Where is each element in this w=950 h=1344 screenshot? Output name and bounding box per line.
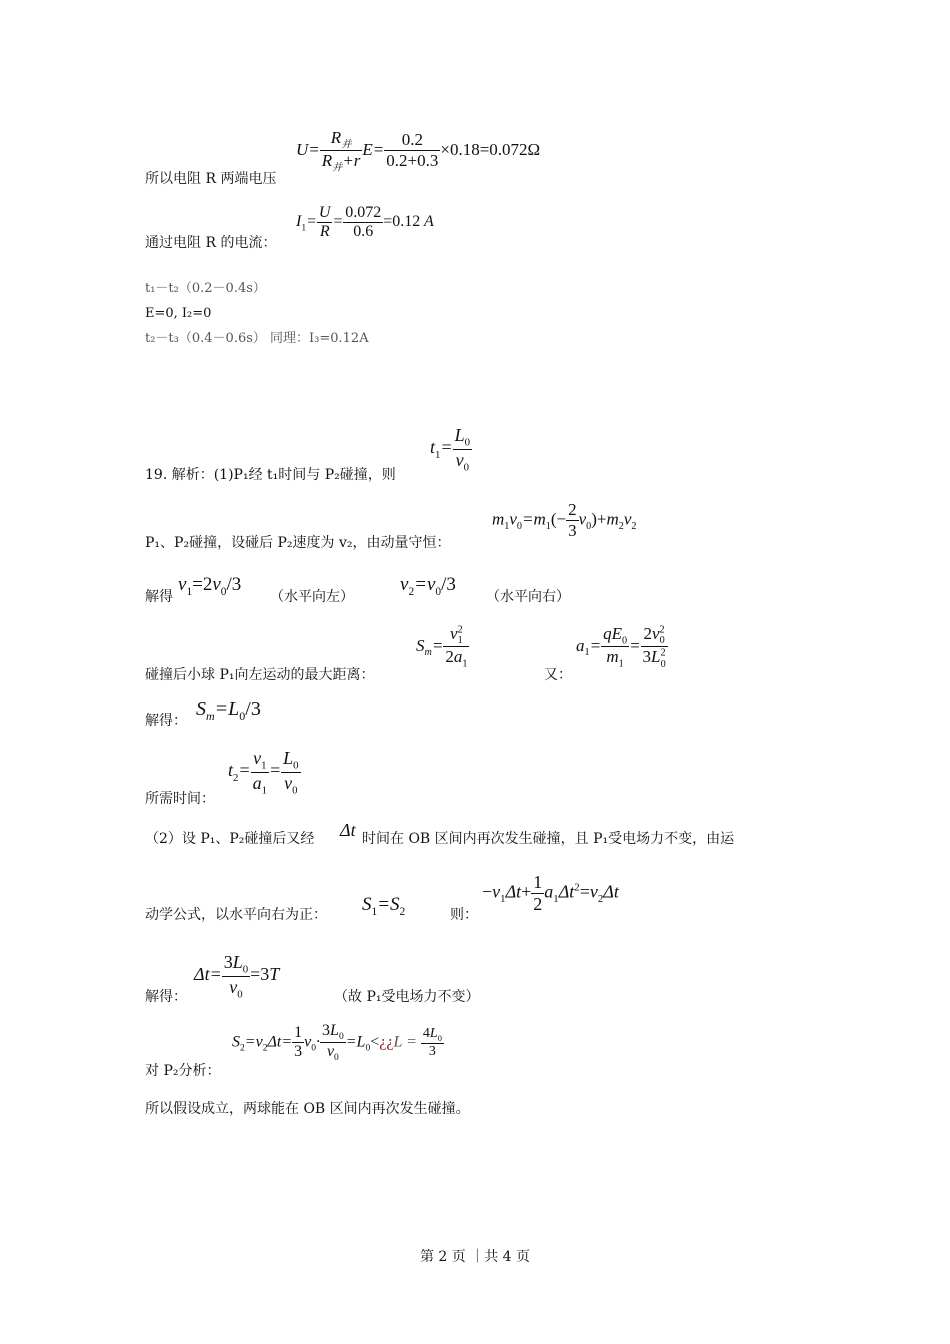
equation-s1-s2: $S_1=S_2$ (362, 894, 406, 918)
equation-t2: $t_2=$ $\frac{v_1}{a_1}$ = $\frac{L_0}{v_0}$ (228, 748, 299, 797)
equation-momentum: $m_1v_0=m_1(-$ $\frac{2}{3}$ $v_0)+m_2v_2$ (492, 500, 637, 540)
equation-s2: $S_2=v_2\Delta t=$ $\frac{1}{3}$ $v_0\cdot$ $\frac{3L_0}{v_0}$ $=L_0<¿¿L$ = $\frac{4L_0}{3}$ (232, 1022, 442, 1064)
equation-kinematics: $-v_1\Delta t+$ $\frac{1}{2}$ $a_1\Delta t^2=v_2\Delta t$ (482, 872, 619, 914)
text-line: t₁－t₂（0.2－0.4s） (145, 281, 266, 296)
text-line: 解得： (145, 713, 187, 729)
text-line: （故 P₁受电场力不变） (334, 989, 480, 1005)
text-line: 又： (544, 667, 572, 683)
equation-sm-result: $S_m=L_0/3$ (196, 698, 261, 723)
page-footer: 第 2 页 ｜共 4 页 (419, 1249, 531, 1265)
text-line: E=0, I₂=0 (145, 306, 212, 321)
text-line: P₁、P₂碰撞，设碰后 P₂速度为 v₂，由动量守恒： (145, 535, 451, 551)
text-line: 时间在 OB 区间内再次发生碰撞，且 P₁受电场力不变，由运 (362, 831, 735, 847)
text-line: 则： (450, 907, 478, 923)
text-line: （水平向左） (270, 589, 354, 605)
equation-v1: $v_1=2v_0/3$ (178, 574, 242, 598)
text-line: 动学公式，以水平向右为正： (145, 907, 327, 923)
equation-current: $I_1=$ $\frac{U}{R}$ = $\frac{0.072}{0.6}$ =0.12 A (296, 204, 434, 240)
text-line: 对 P₂分析： (145, 1063, 221, 1079)
text-line: 碰撞后小球 P₁向左运动的最大距离： (145, 667, 375, 683)
text-line: 解得 (145, 589, 173, 605)
equation-sm: $S_m=$ $\frac{v^2_1}{2a_1}$ (416, 624, 468, 670)
equation-t1: $t_1=$ $\frac{L_0}{v_0}$ (430, 425, 470, 474)
text-line: （水平向右） (486, 589, 570, 605)
text-line: 所需时间： (145, 791, 215, 807)
equation-voltage: U= $\frac{R_并}{R_并+r}$ E= $\frac{0.2}{0.2+0.3}$ ×0.18=0.072Ω (296, 128, 541, 174)
equation-v2: $v_2=v_0/3$ (400, 574, 456, 598)
text-line: 所以假设成立，两球能在 OB 区间内再次发生碰撞。 (145, 1101, 470, 1117)
text-line: 所以电阻 R 两端电压 (145, 171, 277, 187)
equation-a1: $a_1=$ $\frac{qE_0}{m_1}$ = $\frac{2v^2_0}{3L^2_0}$ (576, 624, 666, 670)
text-line: 通过电阻 R 的电流： (145, 235, 277, 251)
text-line: （2）设 P₁、P₂碰撞后又经 (145, 831, 315, 847)
text-line: 解得： (145, 989, 187, 1005)
text-line: 19. 解析：(1)P₁经 t₁时间与 P₂碰撞，则 (145, 467, 396, 483)
symbol-delta-t: Δt (340, 820, 356, 840)
text-line: t₂－t₃（0.4－0.6s） 同理：I₃=0.12A (145, 331, 369, 346)
equation-delta-t: Δt= $\frac{3L_0}{v_0}$ =3T (194, 952, 280, 1001)
